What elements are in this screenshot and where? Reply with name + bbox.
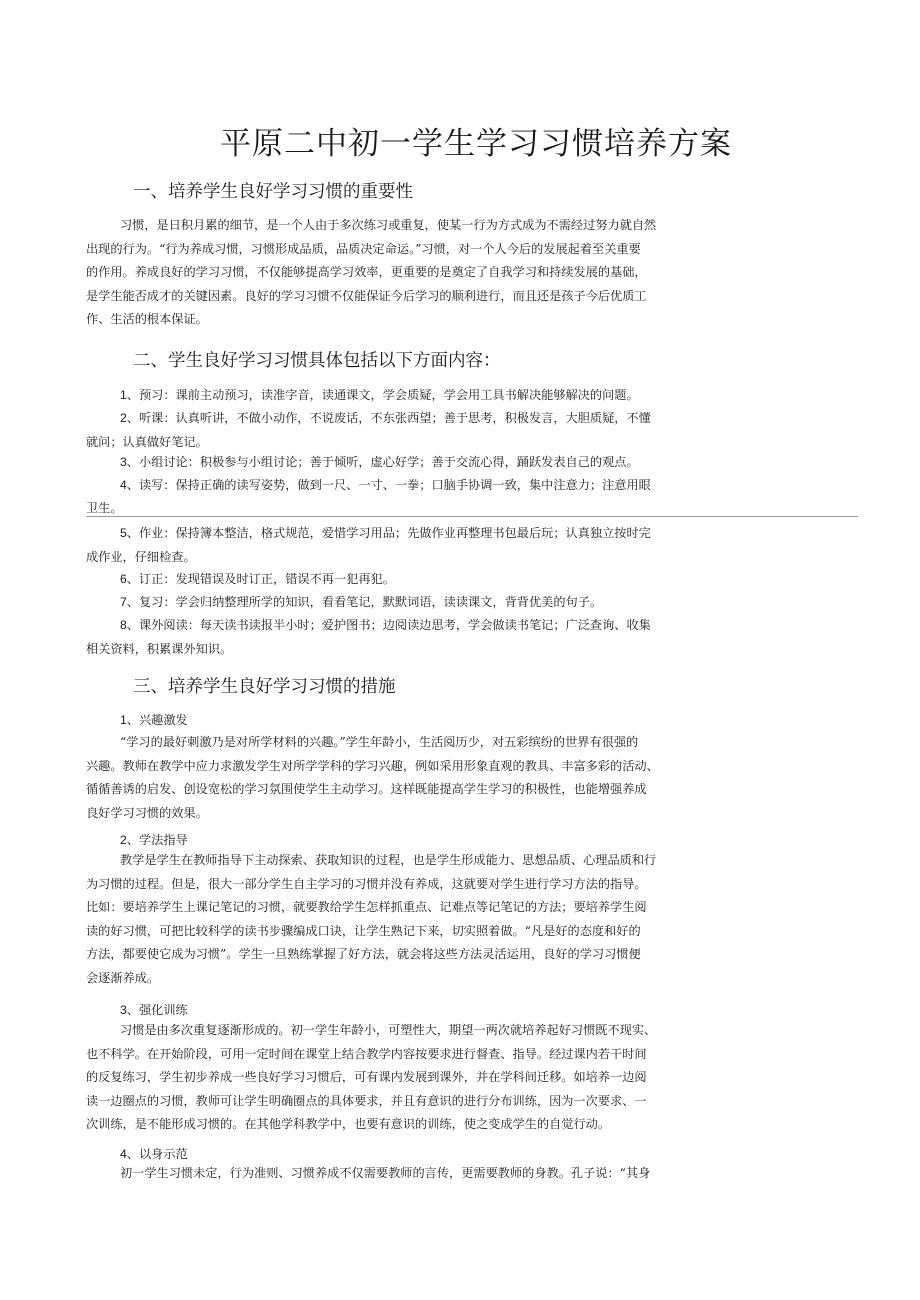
list-item-number: 2 <box>120 411 127 425</box>
list-item-text: 、订正：发现错误及时订正，错误不再一犯再犯。 <box>126 572 395 586</box>
list-item-line <box>86 474 676 498</box>
paragraph-line: 次训练，是不能形成习惯的。在其他学科教学中，也要有意识的训练，使之变成学生的自觉行动。 <box>86 1117 611 1131</box>
list-item-line <box>86 614 676 638</box>
list-item-discussion <box>86 451 676 475</box>
list-item-text: 、听课：认真听讲，不做小动作，不说废话，不东张西望；善于思考，积极发言，大胆质疑，不懂 <box>126 411 651 425</box>
list-item-line: 成作业，仔细检查。 <box>86 549 196 564</box>
subsection-training-paragraph <box>86 1019 676 1137</box>
list-item-number: 8 <box>120 618 127 632</box>
subsection-label: 、学法指导 <box>126 833 188 847</box>
list-item-line: 卫生。 <box>86 500 123 515</box>
paragraph-line: 初一学生习惯未定，行为准则、习惯养成不仅需要教师的言传，更需要教师的身教。孔子说：“其身 <box>120 1166 651 1180</box>
list-item-listening <box>86 407 676 454</box>
paragraph-line: 循循善诱的启发、创设宽松的学习氛围使学生主动学习。这样既能提高学生学习的积极性，也能增强养成 <box>86 782 647 796</box>
paragraph-line: 会逐渐养成。 <box>86 970 160 985</box>
list-item-text: 、读写：保持正确的读写姿势，做到一尺、一寸、一拳；口脑手协调一致，集中注意力；注意用眼 <box>126 478 651 492</box>
subsection-number: 1 <box>120 713 127 727</box>
subsection-label: 、以身示范 <box>126 1147 188 1161</box>
list-item-number: 6 <box>120 572 127 586</box>
list-item-reading-writing <box>86 474 676 518</box>
list-item-text: 、小组讨论：积极参与小组讨论；善于倾听，虚心好学；善于交流心得，踊跃发表自己的观点。 <box>126 455 639 469</box>
paragraph-line: 兴趣。教师在教学中应力求激发学生对所学学科的学习兴趣，例如采用形象直观的教具、丰富多彩的活动、 <box>86 758 659 773</box>
subsection-heading-interest <box>120 711 188 728</box>
paragraph-line: 作、生活的根本保证。 <box>86 312 208 326</box>
paragraph-line: 是学生能否成才的关键因素。良好的学习习惯不仅能保证今后学习的顺利进行，而且还是孩子今后优质工 <box>86 288 647 303</box>
list-item-review <box>86 591 676 615</box>
subsection-example-paragraph <box>86 1162 676 1186</box>
subsection-heading-method <box>120 831 188 848</box>
list-item-line <box>86 522 676 546</box>
list-item-number: 1 <box>120 388 127 402</box>
subsection-method-paragraph <box>86 849 676 990</box>
list-item-line <box>86 407 676 431</box>
subsection-heading-training <box>120 1001 188 1018</box>
section-heading-contents: 二、学生良好学习习惯具体包括以下方面内容： <box>133 351 501 371</box>
document-title: 平原二中初一学生学习习惯培养方案 <box>220 126 732 162</box>
paragraph-line: 习惯，是日积月累的细节，是一个人由于多次练习或重复，使某一行为方式成为不需经过努力就自然 <box>120 218 657 232</box>
paragraph-line: 出现的行为。“行为养成习惯，习惯形成品质，品质决定命运。”习惯，对一个人今后的发展起着至关重要 <box>86 241 641 256</box>
paragraph-line: 教学是学生在教师指导下主动探索、获取知识的过程，也是学生形成能力、思想品质、心理品质和行 <box>120 853 657 867</box>
list-item-number: 7 <box>120 595 127 609</box>
subsection-number: 3 <box>120 1003 127 1017</box>
list-item-line <box>86 384 676 408</box>
list-item-line <box>86 568 676 592</box>
paragraph-line: 方法，都要使它成为习惯”。学生一旦熟练掌握了好方法，就会将这些方法灵活运用，良好的学习习惯便 <box>86 947 641 961</box>
paragraph-line: 的作用。养成良好的学习习惯，不仅能够提高学习效率，更重要的是奠定了自我学习和持续发展的基础， <box>86 265 647 279</box>
list-item-correction <box>86 568 676 592</box>
subsection-label: 、兴趣激发 <box>126 713 188 727</box>
paragraph-line: 良好学习习惯的效果。 <box>86 805 208 820</box>
list-item-homework <box>86 522 676 569</box>
paragraph-line: 也不科学。在开始阶段，可用一定时间在课堂上结合教学内容按要求进行督查、指导。经过课内若干时间 <box>86 1046 647 1061</box>
paragraph-line: 习惯是由多次重复逐渐形成的。初一学生年龄小，可塑性大，期望一两次就培养起好习惯既不现实、 <box>120 1023 657 1037</box>
section-heading-measures: 三、培养学生良好学习习惯的措施 <box>133 677 396 697</box>
list-item-preview <box>86 384 676 408</box>
paragraph-line: 为习惯的过程。但是，很大一部分学生自主学习的习惯并没有养成，这就要对学生进行学习方法的指导。 <box>86 876 647 891</box>
list-item-text: 、课外阅读：每天读书读报半小时；爱护图书；边阅读边思考，学会做读书笔记；广泛查询、收集 <box>126 618 651 632</box>
page-break-divider <box>86 516 858 517</box>
list-item-line: 相关资料，积累课外知识。 <box>86 641 233 656</box>
paragraph-line: “学习的最好刺激乃是对所学材料的兴趣。”学生年龄小，生活阅历少，对五彩缤纷的世界有很强的 <box>120 735 639 749</box>
list-item-text: 、复习：学会归纳整理所学的知识，看看笔记，默默词语，读读课文，背背优美的句子。 <box>126 595 603 609</box>
list-item-extracurricular-reading <box>86 614 676 661</box>
subsection-number: 4 <box>120 1147 127 1161</box>
subsection-number: 2 <box>120 833 127 847</box>
section-heading-importance: 一、培养学生良好学习习惯的重要性 <box>133 182 413 202</box>
list-item-number: 4 <box>120 478 127 492</box>
subsection-interest-paragraph <box>86 731 676 825</box>
list-item-line <box>86 591 676 615</box>
list-item-line: 就问；认真做好笔记。 <box>86 434 208 449</box>
list-item-text: 、作业：保持簿本整洁，格式规范，爱惜学习用品；先做作业再整理书包最后玩；认真独立按时完 <box>126 526 651 540</box>
paragraph-line: 的反复练习，学生初步养成一些良好学习习惯后，可有课内发展到课外，并在学科间迁移。如培养一边阅 <box>86 1070 647 1084</box>
section-importance-paragraph <box>86 214 676 332</box>
list-item-number: 3 <box>120 455 127 469</box>
paragraph-line: 读的好习惯，可把比较科学的读书步骤编成口诀，让学生熟记下来，切实照着做。“凡是好的态度和好的 <box>86 923 641 938</box>
paragraph-line: 读一边圈点的习惯，教师可让学生明确圈点的具体要求，并且有意识的进行分布训练，因为一次要求、一 <box>86 1093 647 1108</box>
list-item-text: 、预习：课前主动预习，读准字音，读通课文，学会质疑，学会用工具书解决能够解决的问题。 <box>126 388 639 402</box>
subsection-heading-example <box>120 1145 188 1162</box>
list-item-number: 5 <box>120 526 127 540</box>
paragraph-line: 比如：要培养学生上课记笔记的习惯，就要教给学生怎样抓重点、记难点等记笔记的方法；要培养学生阅 <box>86 900 647 914</box>
subsection-label: 、强化训练 <box>126 1003 188 1017</box>
list-item-line <box>86 451 676 475</box>
